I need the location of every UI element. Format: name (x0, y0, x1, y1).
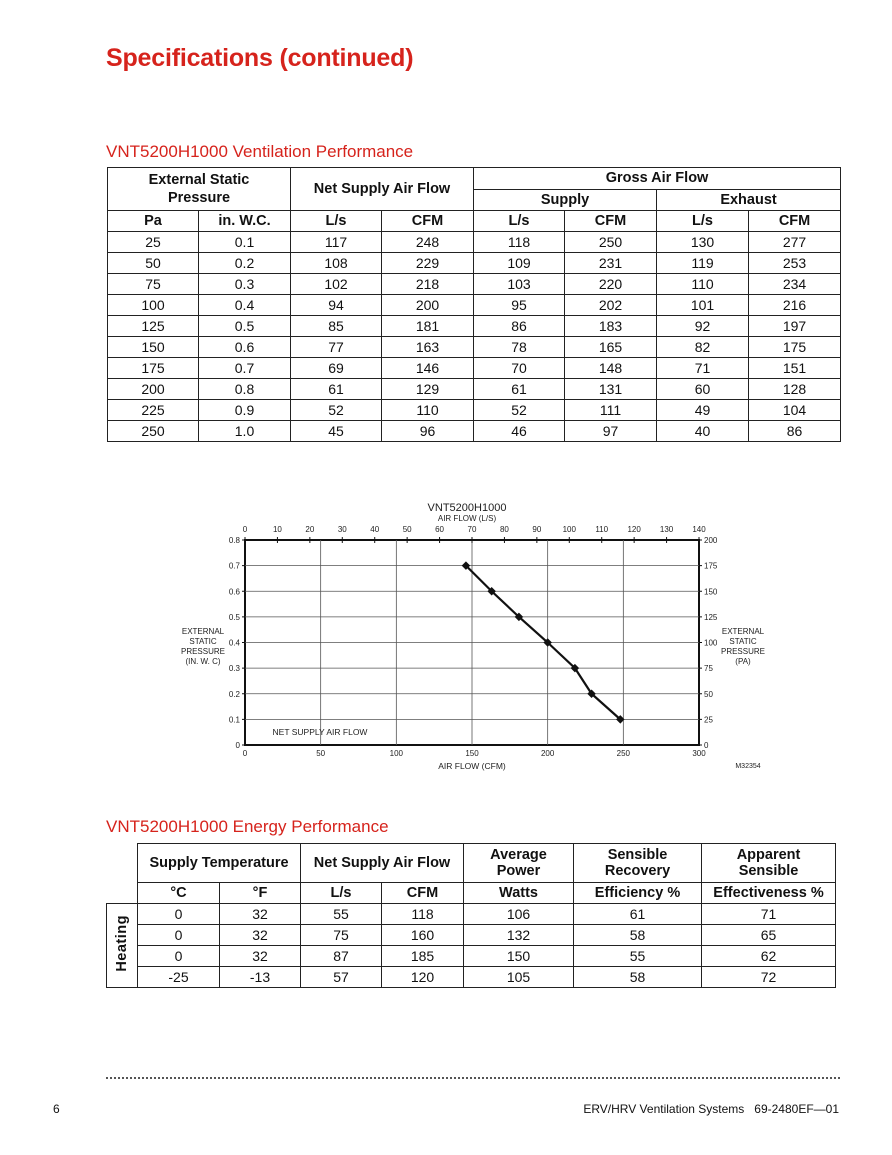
heating-mode-label (107, 904, 138, 988)
table-row (108, 316, 841, 337)
table-cell: 92 (657, 316, 749, 337)
table-cell: 86 (474, 316, 565, 337)
top-tick-label: 140 (692, 525, 706, 534)
table-row (108, 232, 841, 253)
table-row (108, 379, 841, 400)
table-row (108, 295, 841, 316)
table-row (107, 925, 836, 946)
right-tick-label: 75 (704, 664, 713, 674)
header-net-ls: L/s (291, 211, 382, 232)
table-cell: 75 (301, 925, 382, 946)
table-cell: 65 (702, 925, 836, 946)
header-efficiency: Efficiency % (574, 883, 702, 904)
x-tick-label: 250 (616, 749, 631, 758)
table-cell: 218 (382, 274, 474, 295)
table-cell: 106 (464, 904, 574, 925)
x-tick-label: 50 (316, 749, 326, 758)
footer-divider (106, 1077, 840, 1079)
table-cell: 131 (565, 379, 657, 400)
table-cell: 202 (565, 295, 657, 316)
header-average-power: Average Power (464, 844, 574, 883)
table-row (108, 337, 841, 358)
table-cell: 61 (574, 904, 702, 925)
table-cell: 0.8 (199, 379, 291, 400)
right-axis-label-line: EXTERNAL (721, 627, 765, 636)
table-cell: 163 (382, 337, 474, 358)
table-cell: 150 (464, 946, 574, 967)
table-row (108, 274, 841, 295)
table-cell: -13 (220, 967, 301, 988)
right-tick-label: 0 (704, 741, 709, 750)
page-number: 6 (53, 1102, 60, 1116)
table-cell: 119 (657, 253, 749, 274)
table-cell: 1.0 (199, 421, 291, 442)
top-tick-label: 90 (532, 525, 542, 534)
table-cell: 181 (382, 316, 474, 337)
right-axis-label-line: STATIC (729, 637, 757, 646)
table-cell: 46 (474, 421, 565, 442)
table-cell: 71 (702, 904, 836, 925)
table-cell: 277 (749, 232, 841, 253)
table-cell: 0 (138, 904, 220, 925)
header-exhaust: Exhaust (657, 189, 841, 211)
chart-top-axis-label: AIR FLOW (L/S) (437, 514, 497, 523)
table-cell: -25 (138, 967, 220, 988)
table-cell: 96 (382, 421, 474, 442)
y-tick-label: 0.6 (228, 587, 240, 597)
table-cell: 104 (749, 400, 841, 421)
table-cell: 102 (291, 274, 382, 295)
table-cell: 101 (657, 295, 749, 316)
table-cell: 95 (474, 295, 565, 316)
y-tick-label: 0.7 (228, 561, 240, 571)
right-tick-label: 200 (704, 536, 718, 545)
table-cell: 72 (702, 967, 836, 988)
table-cell: 75 (108, 274, 199, 295)
table-cell: 94 (291, 295, 382, 316)
y-tick-label: 0.5 (228, 612, 240, 622)
table-cell: 87 (301, 946, 382, 967)
top-tick-label: 30 (337, 525, 347, 534)
table-cell: 32 (220, 904, 301, 925)
right-tick-label: 125 (704, 612, 718, 622)
table-cell: 165 (565, 337, 657, 358)
header-inwc: in. W.C. (199, 211, 291, 232)
table-cell: 111 (565, 400, 657, 421)
header-effectiveness: Effectiveness % (702, 883, 836, 904)
y-tick-label: 0 (235, 741, 240, 750)
right-tick-label: 25 (704, 715, 713, 725)
header-energy-net-supply: Net Supply Air Flow (301, 844, 464, 883)
table-cell: 103 (474, 274, 565, 295)
table-cell: 146 (382, 358, 474, 379)
y-tick-label: 0.3 (228, 664, 240, 674)
x-tick-label: 0 (242, 749, 248, 758)
table-cell: 108 (291, 253, 382, 274)
table-cell: 58 (574, 925, 702, 946)
table-cell: 128 (749, 379, 841, 400)
table-cell: 0.4 (199, 295, 291, 316)
figure-code: M32354 (735, 763, 761, 770)
table-cell: 250 (565, 232, 657, 253)
series-label: NET SUPPLY AIR FLOW (272, 727, 368, 737)
table-cell: 0.2 (199, 253, 291, 274)
top-tick-label: 60 (435, 525, 445, 534)
header-supply-cfm: CFM (565, 211, 657, 232)
header-energy-ls: L/s (301, 883, 382, 904)
header-exhaust-cfm: CFM (749, 211, 841, 232)
right-axis-label-line: PRESSURE (720, 647, 766, 656)
table-cell: 129 (382, 379, 474, 400)
left-axis-label-line: PRESSURE (180, 647, 226, 656)
table-cell: 57 (301, 967, 382, 988)
table-cell: 62 (702, 946, 836, 967)
table-row (107, 967, 836, 988)
table-row (108, 358, 841, 379)
top-tick-label: 20 (305, 525, 315, 534)
table-cell: 0.9 (199, 400, 291, 421)
table-cell: 200 (108, 379, 199, 400)
table-cell: 183 (565, 316, 657, 337)
table-cell: 97 (565, 421, 657, 442)
header-supply-ls: L/s (474, 211, 565, 232)
right-tick-label: 175 (704, 561, 718, 571)
header-pa: Pa (108, 211, 199, 232)
table-cell: 100 (108, 295, 199, 316)
top-tick-label: 0 (242, 525, 248, 534)
energy-table-body (107, 904, 836, 988)
table-row (108, 421, 841, 442)
table-cell: 69 (291, 358, 382, 379)
chart-left-axis-label (181, 627, 225, 666)
footer-doc-title: ERV/HRV Ventilation Systems 69-2480EF—01 (583, 1102, 839, 1116)
table-cell: 185 (382, 946, 464, 967)
table-cell: 248 (382, 232, 474, 253)
page-title: Specifications (continued) (106, 44, 414, 72)
chart-title: VNT5200H1000 (427, 502, 507, 514)
table-cell: 160 (382, 925, 464, 946)
table-row (108, 253, 841, 274)
chart-right-axis-label (721, 627, 765, 666)
header-fahrenheit: °F (220, 883, 301, 904)
header-supply: Supply (474, 189, 657, 211)
table-cell: 118 (474, 232, 565, 253)
table-row (107, 904, 836, 925)
x-tick-label: 200 (540, 749, 555, 758)
energy-section-title: VNT5200H1000 Energy Performance (106, 817, 389, 836)
table-cell: 110 (657, 274, 749, 295)
chart-svg (170, 496, 780, 786)
left-axis-label-line: STATIC (189, 637, 217, 646)
energy-performance-table (106, 843, 836, 988)
header-watts: Watts (464, 883, 574, 904)
table-cell: 52 (474, 400, 565, 421)
table-cell: 151 (749, 358, 841, 379)
table-cell: 50 (108, 253, 199, 274)
table-cell: 77 (291, 337, 382, 358)
table-cell: 105 (464, 967, 574, 988)
table-cell: 32 (220, 946, 301, 967)
header-gross-air-flow: Gross Air Flow (474, 168, 841, 190)
table-cell: 78 (474, 337, 565, 358)
table-cell: 45 (291, 421, 382, 442)
y-tick-label: 0.8 (228, 536, 240, 545)
y-tick-label: 0.2 (228, 689, 240, 699)
table-cell: 71 (657, 358, 749, 379)
table-cell: 150 (108, 337, 199, 358)
ventilation-performance-table (107, 167, 841, 442)
table-cell: 200 (382, 295, 474, 316)
table-row (107, 946, 836, 967)
table-cell: 58 (574, 967, 702, 988)
table-cell: 0.7 (199, 358, 291, 379)
top-tick-label: 80 (499, 525, 509, 534)
table-cell: 132 (464, 925, 574, 946)
table-cell: 86 (749, 421, 841, 442)
top-tick-label: 110 (595, 525, 609, 534)
y-tick-label: 0.4 (228, 638, 240, 648)
header-sensible-recovery: Sensible Recovery (574, 844, 702, 883)
top-tick-label: 10 (272, 525, 282, 534)
ventilation-chart (170, 496, 780, 786)
heating-label-text: Heating (114, 914, 130, 972)
header-net-supply-air-flow: Net Supply Air Flow (291, 168, 474, 211)
right-tick-label: 150 (704, 587, 718, 597)
ventilation-section-title: VNT5200H1000 Ventilation Performance (106, 142, 414, 161)
table-cell: 85 (291, 316, 382, 337)
table-cell: 52 (291, 400, 382, 421)
table-cell: 61 (474, 379, 565, 400)
table-cell: 220 (565, 274, 657, 295)
table-cell: 55 (574, 946, 702, 967)
table-cell: 225 (108, 400, 199, 421)
table-cell: 0 (138, 925, 220, 946)
table-cell: 175 (749, 337, 841, 358)
top-tick-label: 40 (370, 525, 380, 534)
table-cell: 82 (657, 337, 749, 358)
table-cell: 0.5 (199, 316, 291, 337)
table-cell: 70 (474, 358, 565, 379)
top-tick-label: 130 (659, 525, 674, 534)
table-cell: 60 (657, 379, 749, 400)
table-cell: 253 (749, 253, 841, 274)
header-apparent-sensible: Apparent Sensible (702, 844, 836, 883)
chart-ticks (229, 525, 718, 758)
right-tick-label: 50 (704, 689, 713, 699)
top-tick-label: 50 (402, 525, 412, 534)
table-cell: 0.6 (199, 337, 291, 358)
table-row (108, 400, 841, 421)
right-tick-label: 100 (704, 638, 718, 648)
top-tick-label: 100 (562, 525, 576, 534)
table-cell: 25 (108, 232, 199, 253)
table-cell: 0.1 (199, 232, 291, 253)
x-tick-label: 150 (465, 749, 479, 758)
header-supply-temperature: Supply Temperature (138, 844, 301, 883)
header-energy-cfm: CFM (382, 883, 464, 904)
top-tick-label: 120 (627, 525, 641, 534)
table-cell: 117 (291, 232, 382, 253)
header-net-cfm: CFM (382, 211, 474, 232)
header-external-static-pressure: External Static Pressure (108, 168, 291, 211)
corner-blank (107, 844, 138, 904)
table-cell: 110 (382, 400, 474, 421)
table-cell: 175 (108, 358, 199, 379)
table-cell: 130 (657, 232, 749, 253)
x-tick-label: 100 (389, 749, 404, 758)
table-cell: 234 (749, 274, 841, 295)
table-cell: 0 (138, 946, 220, 967)
table-cell: 61 (291, 379, 382, 400)
x-tick-label: 300 (692, 749, 706, 758)
table-cell: 120 (382, 967, 464, 988)
ventilation-table-body (108, 232, 841, 442)
table-cell: 40 (657, 421, 749, 442)
table-cell: 148 (565, 358, 657, 379)
top-tick-label: 70 (467, 525, 477, 534)
table-cell: 231 (565, 253, 657, 274)
header-exhaust-ls: L/s (657, 211, 749, 232)
table-cell: 55 (301, 904, 382, 925)
header-celsius: °C (138, 883, 220, 904)
table-cell: 49 (657, 400, 749, 421)
table-cell: 216 (749, 295, 841, 316)
table-cell: 32 (220, 925, 301, 946)
left-axis-label-line: EXTERNAL (181, 627, 225, 636)
table-cell: 250 (108, 421, 199, 442)
table-cell: 0.3 (199, 274, 291, 295)
table-cell: 118 (382, 904, 464, 925)
chart-x-axis-label: AIR FLOW (CFM) (438, 761, 506, 771)
left-axis-label-line: (IN. W. C) (185, 657, 221, 666)
table-cell: 197 (749, 316, 841, 337)
y-tick-label: 0.1 (228, 715, 240, 725)
right-axis-label-line: (PA) (735, 657, 751, 666)
table-cell: 229 (382, 253, 474, 274)
table-cell: 109 (474, 253, 565, 274)
table-cell: 125 (108, 316, 199, 337)
